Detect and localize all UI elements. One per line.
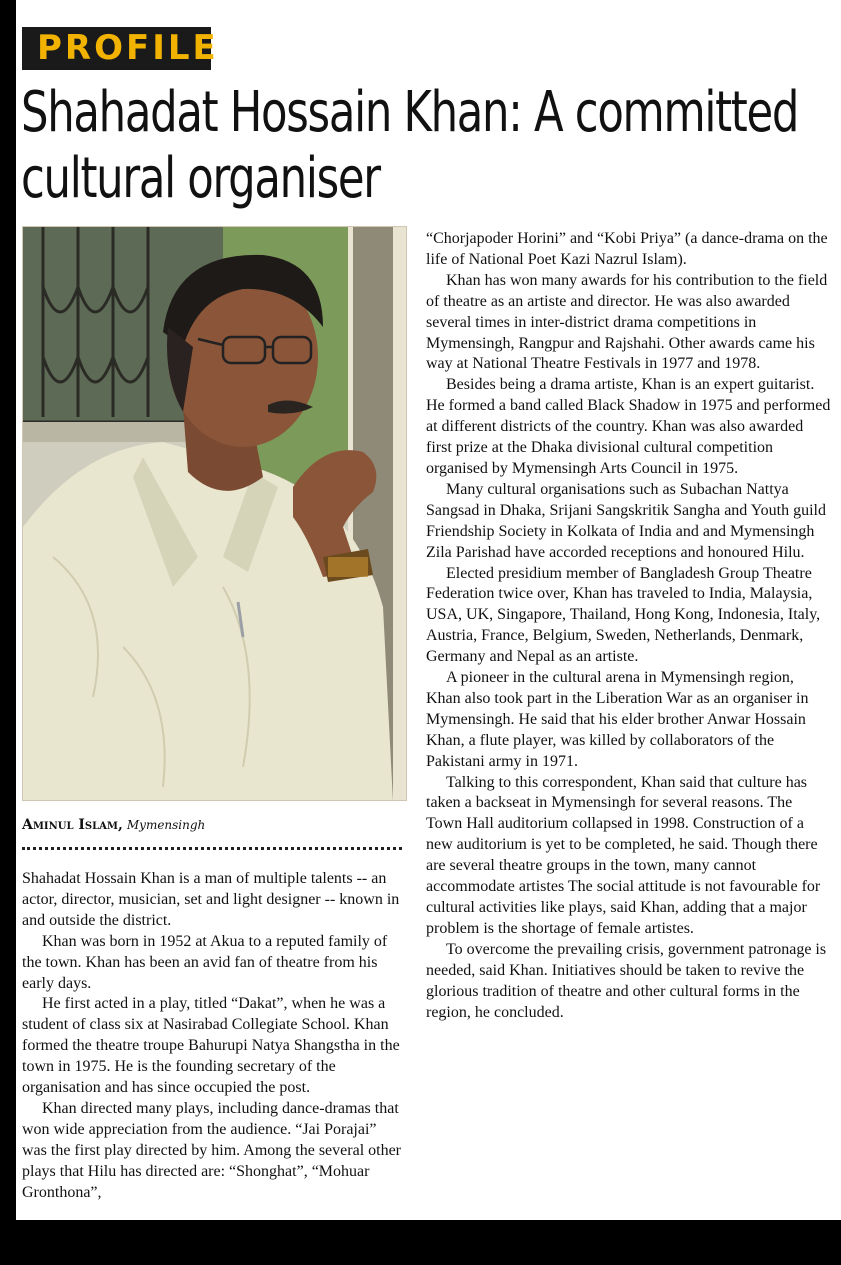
portrait-photo — [22, 226, 407, 801]
byline-place: Mymensingh — [126, 818, 206, 832]
dotted-divider — [22, 847, 402, 850]
photo-credit-byline — [22, 817, 205, 833]
article-paragraph: Many cultural organisations such as Subachan Nattya Sangsad in Dhaka, Srijani Sangskritik Sangha and Youth guild Friendship Society in Kolkata of India and and Mymensingh Zila Parishad have accorded receptions and honoured Hilu. — [426, 480, 826, 561]
article-paragraph: Khan was born in 1952 at Akua to a reputed family of the town. Khan has been an avid fan of theatre from his early days. — [22, 932, 388, 992]
article-paragraph: Shahadat Hossain Khan is a man of multiple talents -- an actor, director, musician, set and light designer -- known in and outside the district. — [22, 870, 400, 929]
headline: Shahadat Hossain Khan: A committed cultural organiser — [21, 80, 799, 211]
article-paragraph: A pioneer in the cultural arena in Mymensingh region, Khan also took part in the Liberation War as an organiser in Mymensingh. He said that his elder brother Anwar Hossain Khan, a flute player, was killed by collaborators of the Pakistani army in 1971. — [426, 669, 809, 770]
section-kicker: PROFILE — [22, 27, 211, 70]
article-paragraph: To overcome the prevailing crisis, government patronage is needed, said Khan. Initiatives should be taken to revive the glorious tradition of theatre and other cultural forms in the region, he concluded. — [426, 940, 827, 1021]
article-paragraph: Khan has won many awards for his contribution to the field of theatre as an artiste and director. He was also awarded several times in inter-district drama competitions in Mymensingh, Rangpur and Rajshahi. Other awards came his way at National Theatre Festivals in 1977 and 1978. — [426, 271, 828, 373]
article-paragraph: “Chorjapoder Horini” and “Kobi Priya” (a dance-drama on the life of National Poet Kazi Nazrul Islam). — [426, 230, 828, 268]
article-paragraph: He first acted in a play, titled “Dakat”, when he was a student of class six at Nasirabad Collegiate School. Khan formed the theatre troupe Bahurupi Natya Shangstha in the town in 1975. He is the founding secretary of the organisation and has since occupied the post. — [22, 995, 400, 1097]
article-paragraph: Besides being a drama artiste, Khan is an expert guitarist. He formed a band called Black Shadow in 1975 and performed at different districts of the country. Khan was also awarded first prize at the Dhaka divisional cultural competition organised by Mymensingh Arts Council in 1975. — [426, 376, 831, 477]
article-column-left — [22, 869, 405, 1204]
article-paragraph: Talking to this correspondent, Khan said that culture has taken a backseat in Mymensingh for several reasons. The Town Hall auditorium collapsed in 1998. Construction of a new auditorium is yet to be completed, he said. Though there are several theatre groups in the town, many cannot accommodate artistes The social attitude is not favourable for cultural activities like plays, said Khan, adding that a major problem is the shortage of female artistes. — [426, 773, 821, 937]
byline-name: Aminul Islam, — [22, 817, 123, 833]
newspaper-page — [16, 0, 841, 1220]
article-column-right — [426, 229, 831, 1023]
article-paragraph: Khan directed many plays, including dance-dramas that won wide appreciation from the audience. “Jai Porajai” was the first play directed by him. Among the several other plays that Hilu has directed are: “Shonghat”, “Mohuar Gronthona”, — [22, 1099, 402, 1201]
article-paragraph: Elected presidium member of Bangladesh Group Theatre Federation twice over, Khan has traveled to India, Malaysia, USA, UK, Singapore, Thailand, Hong Kong, Indonesia, Italy, Austria, France, Belgium, Sweden, Netherlands, Denmark, Germany and Nepal as an artiste. — [426, 564, 821, 666]
